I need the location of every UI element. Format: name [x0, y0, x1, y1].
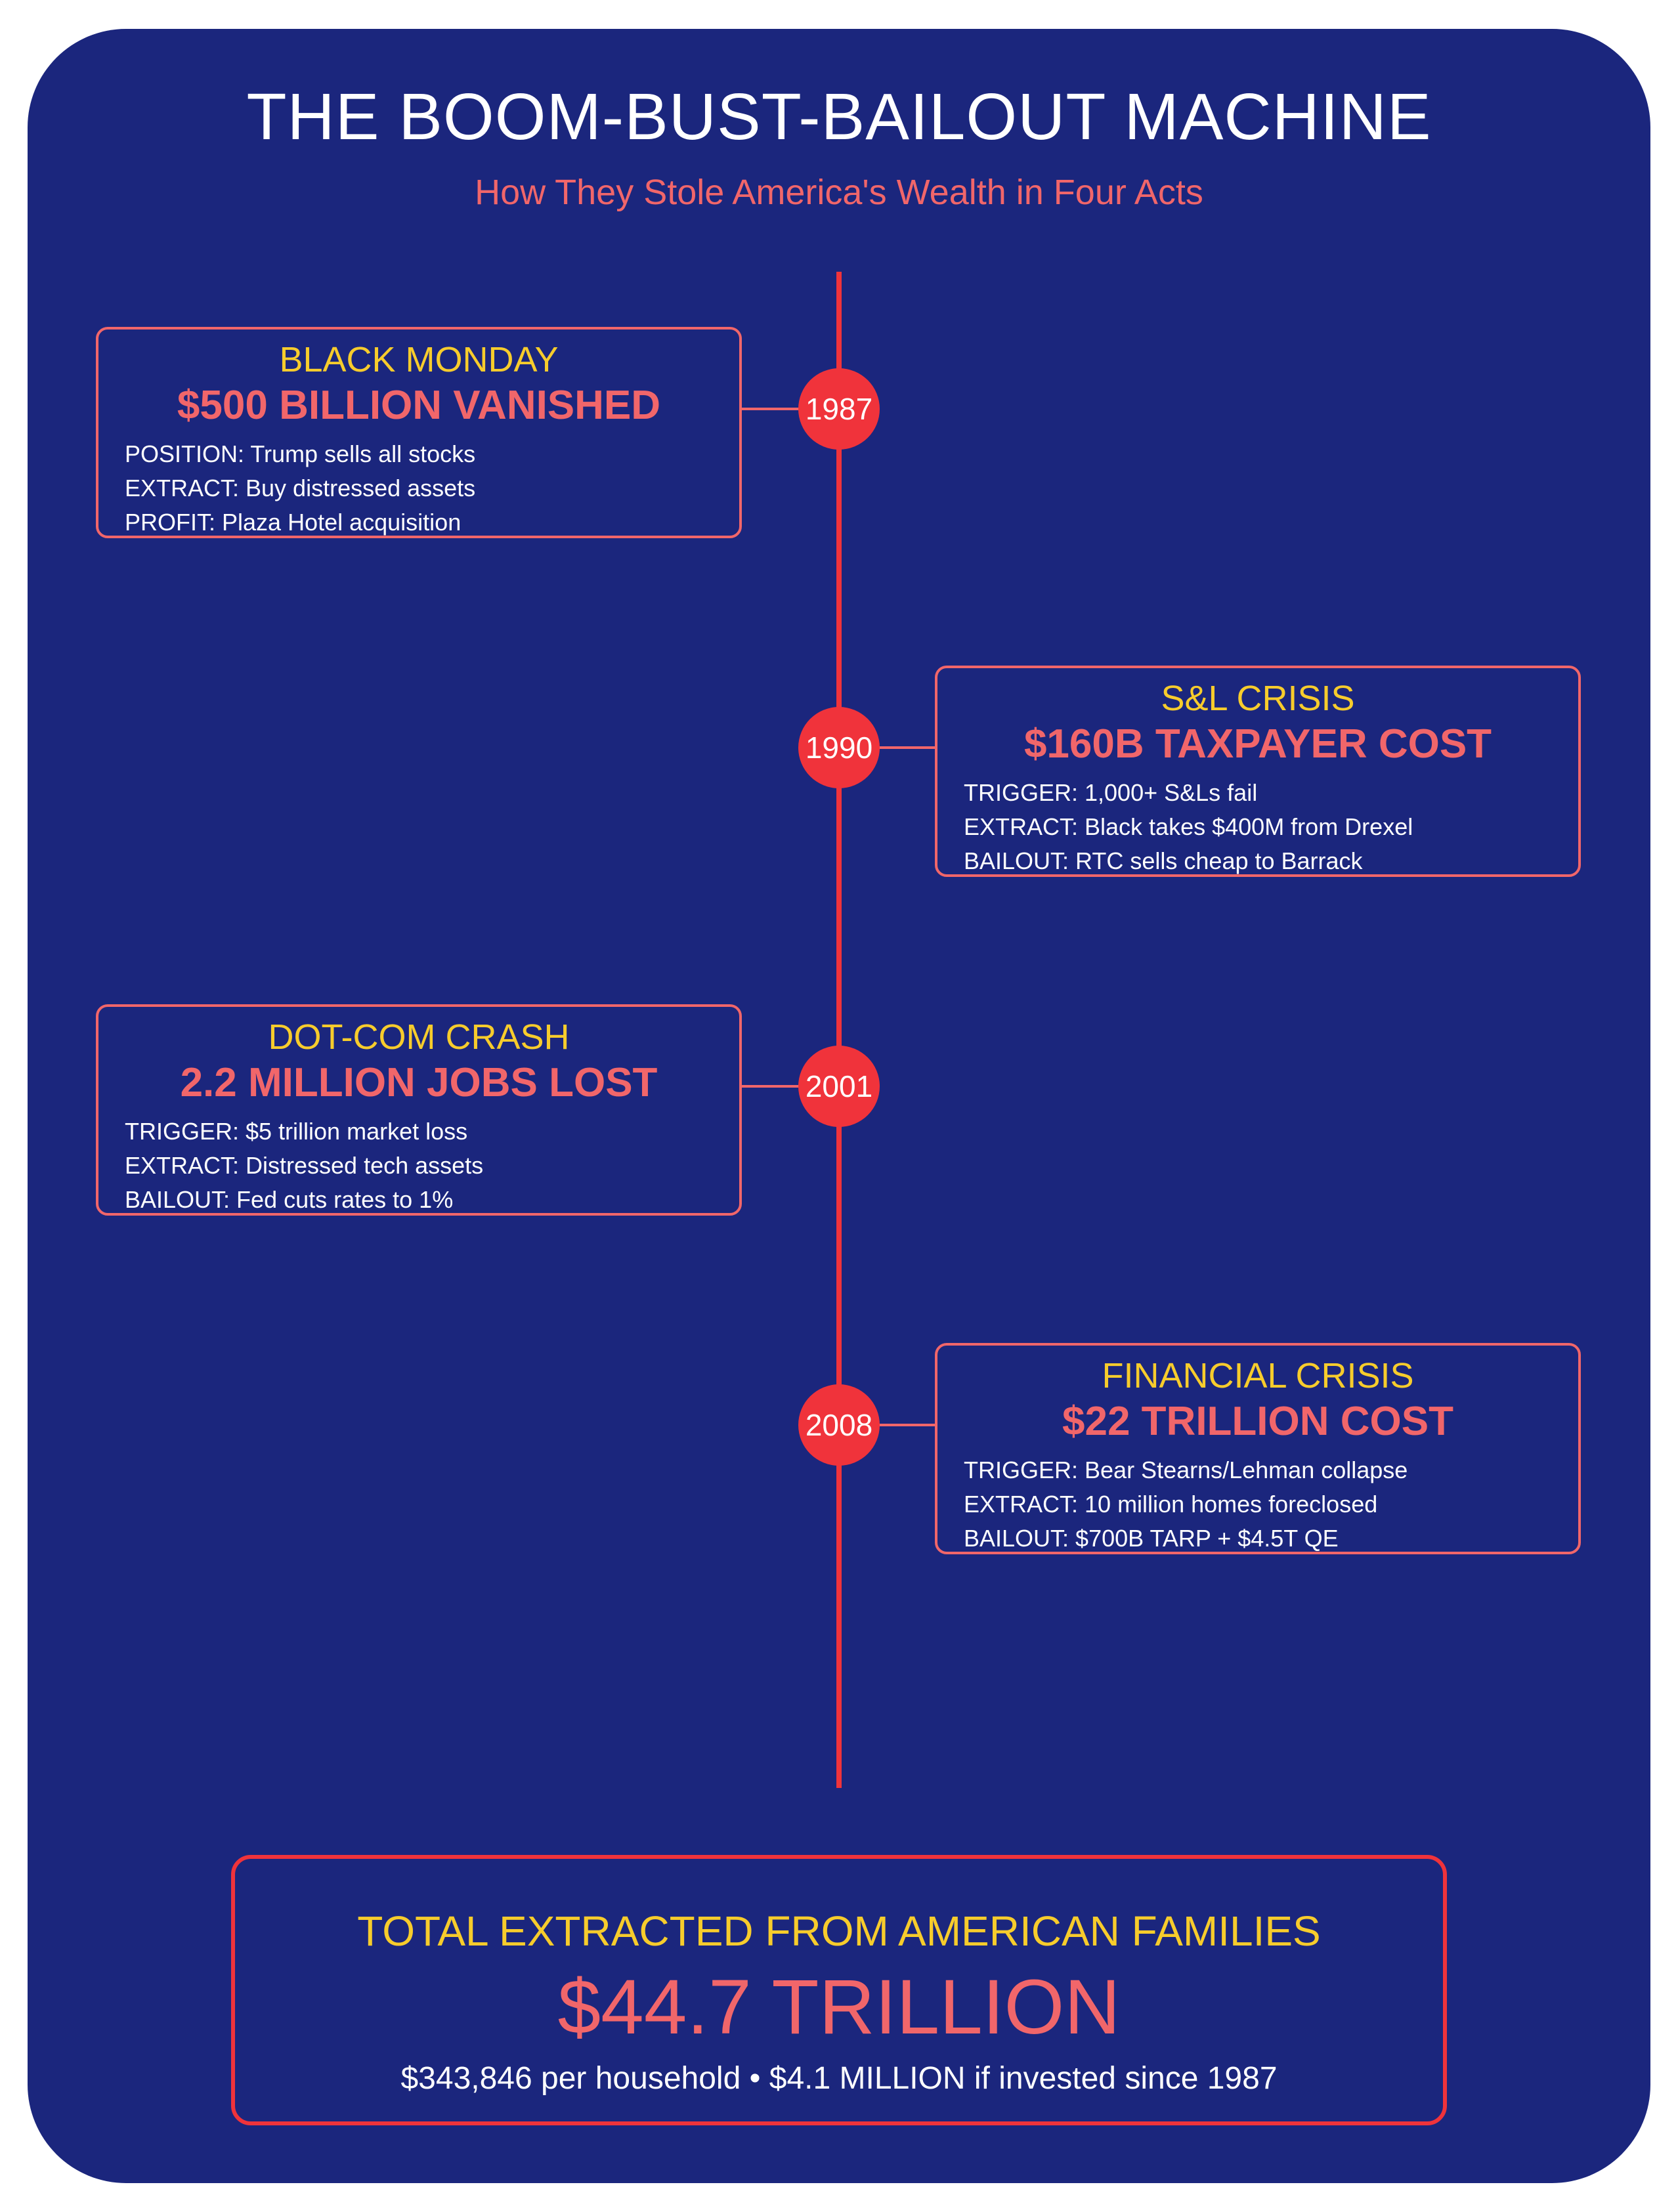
- year-marker-2008: 2008: [798, 1384, 880, 1466]
- year-marker-1987: 1987: [798, 368, 880, 450]
- total-note: $343,846 per household • $4.1 MILLION if invested since 1987: [400, 2061, 1278, 2096]
- event-detail: TRIGGER: Bear Stearns/Lehman collapse: [964, 1457, 1408, 1483]
- event-detail: TRIGGER: $5 trillion market loss: [125, 1118, 468, 1145]
- total-label: TOTAL EXTRACTED FROM AMERICAN FAMILIES: [357, 1907, 1321, 1955]
- event-detail: BAILOUT: RTC sells cheap to Barrack: [964, 847, 1363, 874]
- event-headline: $22 TRILLION COST: [1062, 1399, 1453, 1444]
- event-title: FINANCIAL CRISIS: [1102, 1356, 1414, 1395]
- event-detail: EXTRACT: Black takes $400M from Drexel: [964, 813, 1413, 840]
- year-marker-1990: 1990: [798, 707, 880, 788]
- page-subtitle: How They Stole America's Wealth in Four Acts: [475, 173, 1203, 212]
- event-title: BLACK MONDAY: [279, 340, 559, 379]
- event-card-1990: [935, 666, 1581, 877]
- event-detail: EXTRACT: Buy distressed assets: [125, 475, 476, 501]
- year-marker-2001: 2001: [798, 1046, 880, 1127]
- event-detail: TRIGGER: 1,000+ S&Ls fail: [964, 779, 1258, 806]
- event-detail: BAILOUT: Fed cuts rates to 1%: [125, 1186, 454, 1213]
- event-headline: 2.2 MILLION JOBS LOST: [180, 1060, 658, 1105]
- event-card-2001: [96, 1004, 742, 1216]
- total-amount: $44.7 TRILLION: [557, 1964, 1121, 2051]
- event-headline: $500 BILLION VANISHED: [177, 383, 661, 428]
- event-title: S&L CRISIS: [1161, 679, 1355, 718]
- event-detail: EXTRACT: Distressed tech assets: [125, 1152, 484, 1179]
- event-detail: EXTRACT: 10 million homes foreclosed: [964, 1491, 1378, 1518]
- page-title: THE BOOM-BUST-BAILOUT MACHINE: [246, 80, 1432, 154]
- event-detail: PROFIT: Plaza Hotel acquisition: [125, 509, 462, 536]
- timeline-spine: [836, 272, 842, 1788]
- event-title: DOT-COM CRASH: [268, 1017, 570, 1057]
- event-card-1987: [96, 327, 742, 538]
- event-card-2008: [935, 1343, 1581, 1554]
- event-detail: POSITION: Trump sells all stocks: [125, 440, 476, 467]
- event-detail: BAILOUT: $700B TARP + $4.5T QE: [964, 1525, 1339, 1552]
- event-headline: $160B TAXPAYER COST: [1023, 721, 1492, 767]
- total-summary-box: [231, 1855, 1447, 2125]
